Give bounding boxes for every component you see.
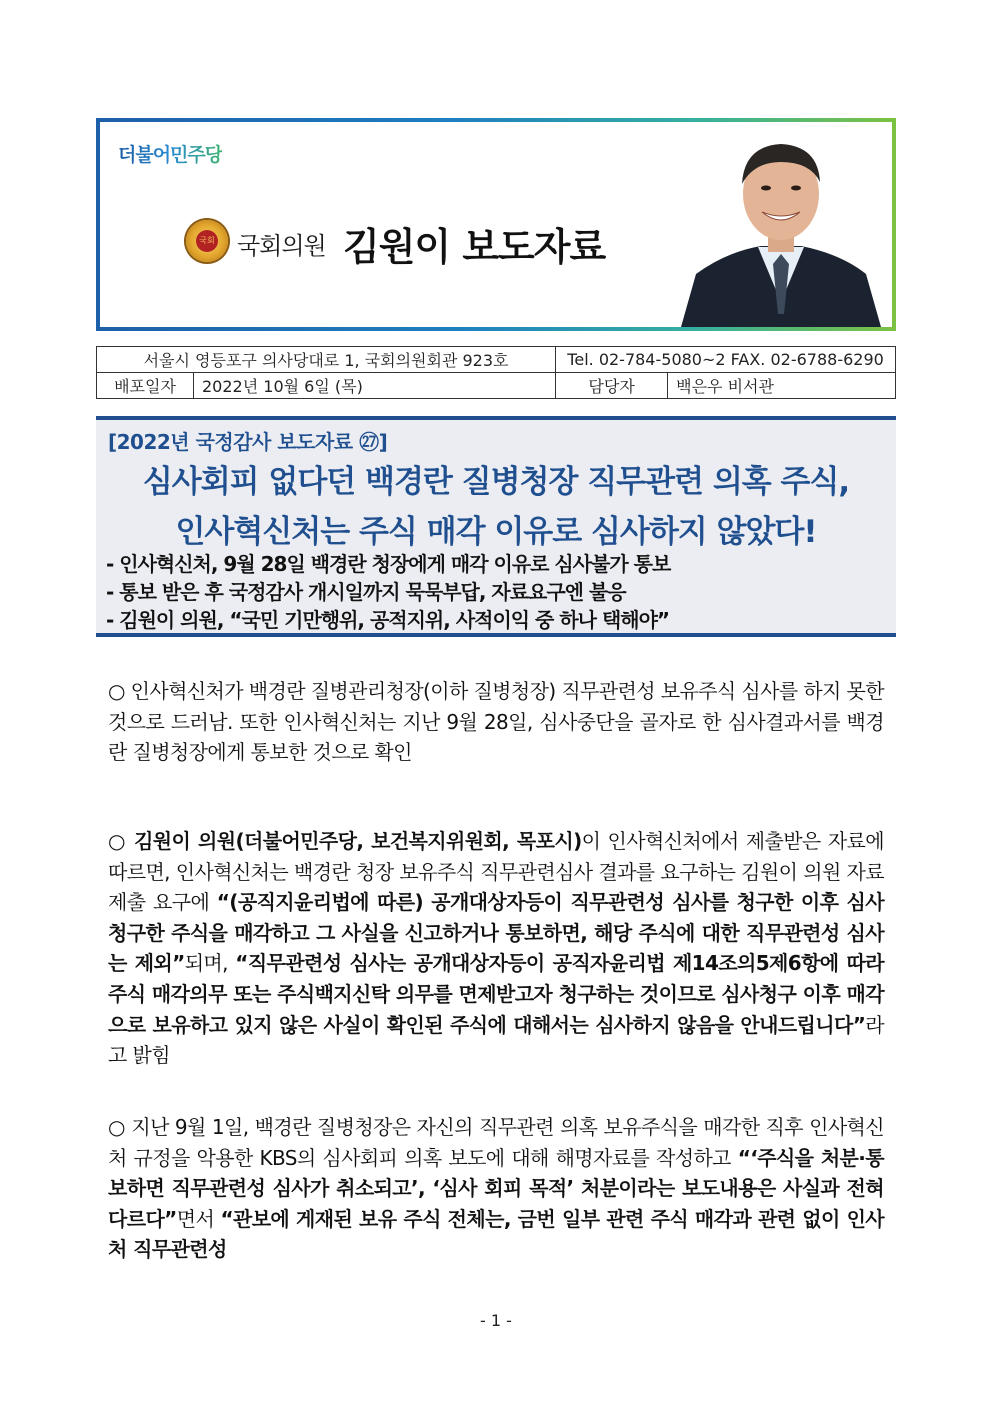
p3-text: ○ 지난 9월 1일, 백경란 질병청장은 자신의 직무관련 의혹 보유주식을 매각한 직후 인사혁신처 규정을 악용한 KBS의 심사회피 의혹 보도에 대해 해명자료를 작성하고 bbox=[108, 1115, 884, 1170]
lawmaker-portrait bbox=[676, 124, 886, 327]
release-date-label: 배포일자 bbox=[97, 373, 194, 399]
banner-title: 김원이 보도자료 bbox=[343, 225, 606, 269]
headline-subpoint-3: - 김원이 의원, “국민 기만행위, 공적지위, 사적이익 중 하나 택해야” bbox=[106, 608, 670, 632]
manager-label: 담당자 bbox=[556, 373, 668, 399]
banner-subtitle: 국회의원 bbox=[237, 232, 326, 260]
p2-end: 라고 밝힘 bbox=[108, 1012, 884, 1068]
p3-quote-2: “관보에 게재된 보유 주식 전체는, 금번 일부 관련 주식 매각과 관련 없이 인사처 직무관련성 bbox=[108, 1206, 885, 1262]
headline-title-line-1: 심사회피 없다던 백경란 질병청장 직무관련 의혹 주식, bbox=[142, 464, 850, 500]
p2-quote-2: “직무관련성 심사는 공개대상자등이 공직자윤리법 제14조의5제6항에 따라 주식 매각의무 또는 주식백지신탁 의무를 면제받고자 청구하는 것이므로 심사청구 이후 매각으로 보유하고 있지 않은 사실이 확인된 주식에 대해서는 심사하지 않음을 안내드립니다” bbox=[108, 951, 884, 1037]
headline-subpoint-2: - 통보 받은 후 국정감사 개시일까지 묵묵부답, 자료요구엔 불응 bbox=[106, 580, 626, 604]
press-release-banner bbox=[96, 118, 896, 331]
national-assembly-emblem-icon bbox=[186, 220, 228, 262]
p2-text: 이 인사혁신처에서 제출받은 자료에 따르면, 인사혁신처는 백경란 청장 보유주식 직무관련심사 결과를 요구하는 김원이 의원 자료제출 요구에 bbox=[108, 829, 884, 915]
headline-title-line-2: 인사혁신처는 주식 매각 이유로 심사하지 않았다! bbox=[175, 514, 817, 550]
p3-connector: 면서 bbox=[176, 1206, 221, 1231]
emblem-text: 국회 bbox=[196, 230, 218, 252]
office-contact: Tel. 02-784-5080~2 FAX. 02-6788-6290 bbox=[556, 347, 896, 373]
headline-box bbox=[96, 416, 896, 637]
p2-connector: 되며, bbox=[184, 951, 236, 976]
party-logo: 더불어민주당 bbox=[118, 140, 222, 167]
p2-quote-1: “(공직지윤리법에 따른) 공개대상자등이 직무관련성 심사를 청구한 이후 심사청구한 주식을 매각하고 그 사실을 신고하거나 통보하면, 해당 주식에 대한 직무관련성 심사는 제외” bbox=[108, 890, 884, 976]
release-tag: [2022년 국정감사 보도자료 ㉗] bbox=[108, 430, 388, 454]
p2-lead: ○ 김원이 의원(더불어민주당, 보건복지위원회, 목포시) bbox=[108, 829, 582, 853]
body-paragraph-2 bbox=[108, 826, 884, 1071]
p3-quote-1: “‘주식을 처분·통보하면 직무관련성 심사가 취소되고’, ‘심사 회피 목적’ 처분이라는 보도내용은 사실과 전혀 다르다” bbox=[108, 1145, 884, 1231]
office-address: 서울시 영등포구 의사당대로 1, 국회의원회관 923호 bbox=[97, 347, 556, 373]
page-number: - 1 - bbox=[480, 1311, 512, 1330]
body-paragraph-3 bbox=[108, 1112, 884, 1265]
manager-value: 백은우 비서관 bbox=[668, 373, 896, 399]
headline-subpoint-1: - 인사혁신처, 9월 28일 백경란 청장에게 매각 이유로 심사불가 통보 bbox=[106, 552, 671, 576]
release-date-value: 2022년 10월 6일 (목) bbox=[194, 373, 556, 399]
body-paragraph-1: ○ 인사혁신처가 백경란 질병관리청장(이하 질병청장) 직무관련성 보유주식 심사를 하지 못한 것으로 드러남. 또한 인사혁신처는 지난 9월 28일, 심사중단을 골자로 한 심사결과서를 백경란 질병청장에게 통보한 것으로 확인 bbox=[108, 679, 884, 765]
contact-info-table bbox=[96, 346, 896, 399]
